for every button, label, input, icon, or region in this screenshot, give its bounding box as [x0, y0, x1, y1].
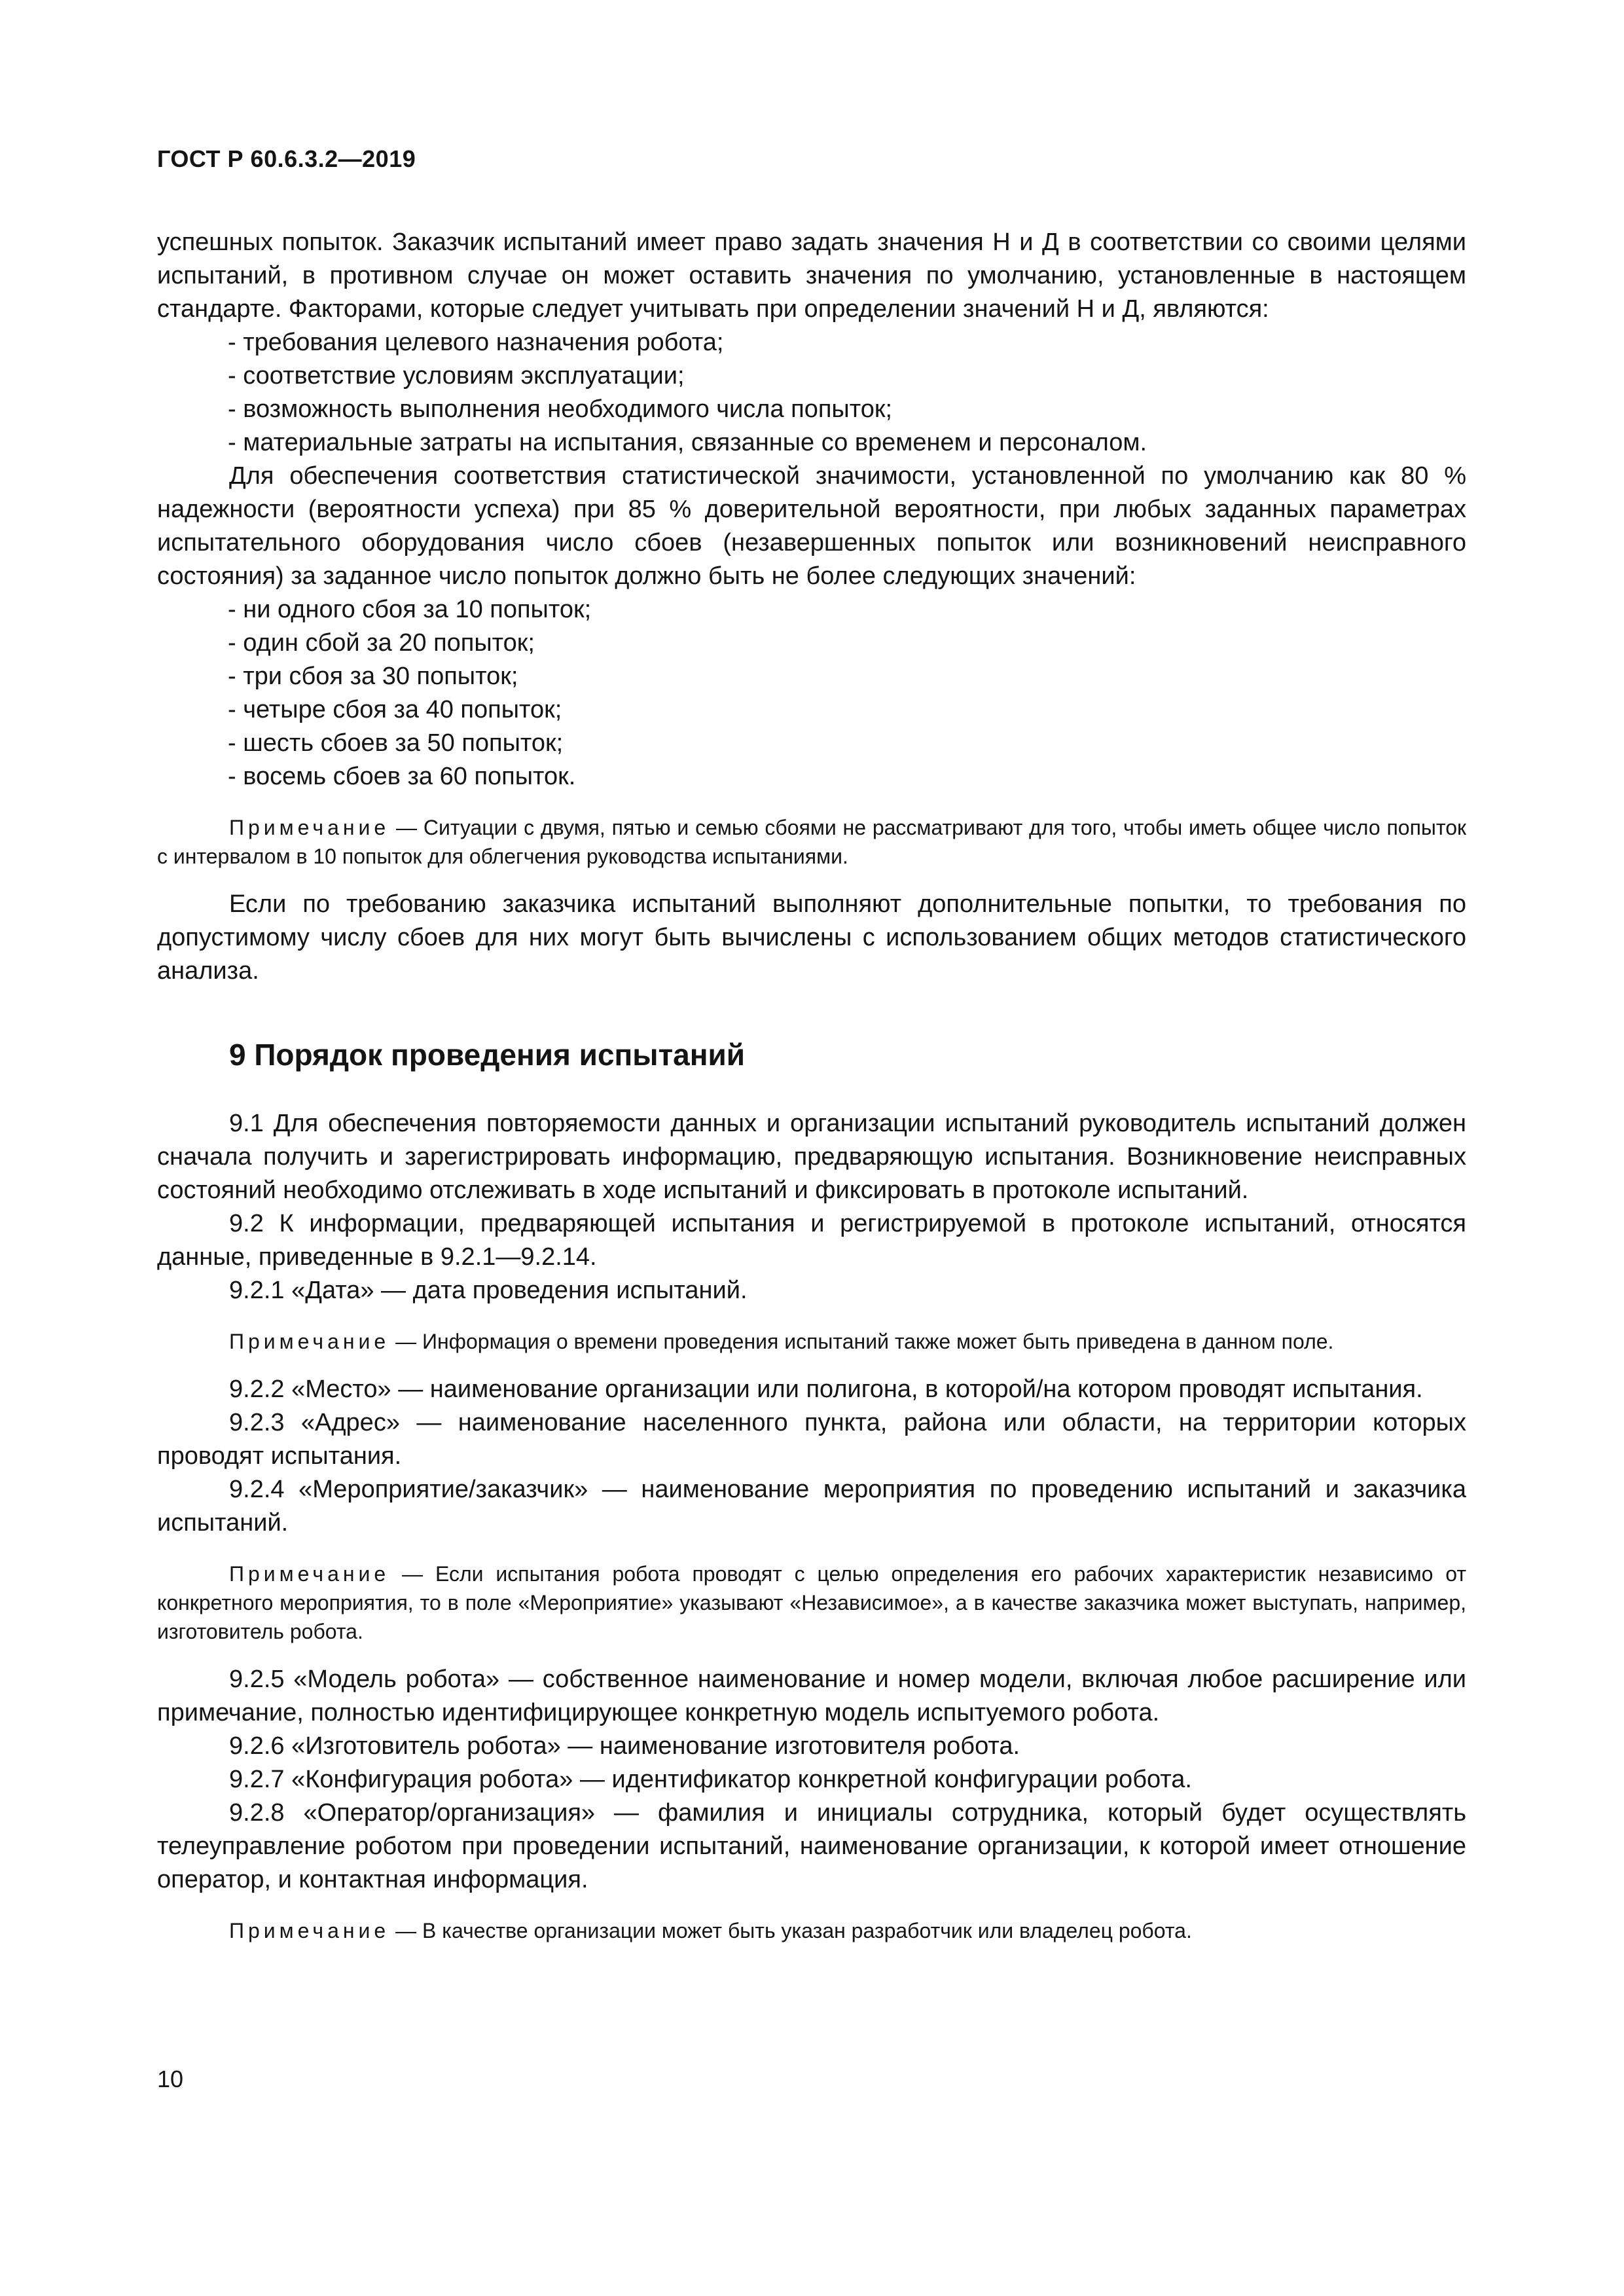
list-item: - возможность выполнения необходимого числа попыток; — [228, 393, 1466, 426]
document-body — [157, 226, 1466, 1962]
note-text: — Информация о времени проведения испытаний также может быть приведена в данном поле. — [389, 1330, 1334, 1353]
list-item: - шесть сбоев за 50 попыток; — [228, 727, 1466, 760]
list-item: - три сбоя за 30 попыток; — [228, 660, 1466, 693]
paragraph-9-2-4: 9.2.4 «Мероприятие/заказчик» — наименование мероприятия по проведению испытаний и заказчика испытаний. — [157, 1476, 1466, 1537]
section-heading: 9 Порядок проведения испытаний — [229, 1038, 746, 1072]
paragraph-9-2-7: 9.2.7 «Конфигурация робота» — идентификатор конкретной конфигурации робота. — [229, 1766, 1192, 1793]
list-item: - материальные затраты на испытания, связанные со временем и персоналом. — [228, 426, 1466, 460]
note-text: — Ситуации с двумя, пятью и семью сбоями не рассматривают для того, чтобы иметь общее число попыток с интервалом в 10 попыток для облегчения руководства испытаниями. — [157, 816, 1466, 868]
list-item: - соответствие условиям эксплуатации; — [228, 359, 1466, 393]
note-label: Примечание — [229, 816, 390, 839]
page-number: 10 — [157, 2066, 184, 2092]
note — [157, 1559, 1466, 1646]
note — [157, 813, 1466, 871]
note-label: Примечание — [229, 1330, 390, 1353]
list-item: - четыре сбоя за 40 попыток; — [228, 693, 1466, 727]
note — [157, 1916, 1466, 1945]
document-header: ГОСТ Р 60.6.3.2—2019 — [157, 145, 416, 172]
list-item: - один сбой за 20 попыток; — [228, 627, 1466, 660]
additional-paragraph: Если по требованию заказчика испытаний выполняют дополнительные попытки, то требования по допустимому числу сбоев для них могут быть вычислены с использованием общих методов статистического анализа. — [157, 890, 1466, 985]
list-item: - требования целевого назначения робота; — [228, 326, 1466, 359]
note-text: — Если испытания робота проводят с целью определения его рабочих характеристик независимо от конкретного мероприятия, то в поле «Мероприятие» указывают «Независимое», а в качестве заказчика может выступать, например, изготовитель робота. — [157, 1562, 1466, 1643]
paragraph-9-2-5: 9.2.5 «Модель робота» — собственное наименование и номер модели, включая любое расширение или примечание, полностью идентифицирующее конкретную модель испытуемого робота. — [157, 1666, 1466, 1726]
paragraph-9-2-8: 9.2.8 «Оператор/организация» — фамилия и инициалы сотрудника, который будет осуществлять телеуправление роботом при проведении испытаний, наименование организации, к которой имеет отношение оператор, и контактная информация. — [157, 1799, 1466, 1893]
note-label: Примечание — [229, 1562, 390, 1586]
list-item: - ни одного сбоя за 10 попыток; — [228, 593, 1466, 627]
list-item: - восемь сбоев за 60 попыток. — [228, 760, 1466, 793]
paragraph-9-2-2: 9.2.2 «Место» — наименование организации или полигона, в которой/на котором проводят испытания. — [229, 1376, 1423, 1403]
paragraph-9-2-6: 9.2.6 «Изготовитель робота» — наименование изготовителя робота. — [229, 1732, 1020, 1760]
paragraph-9-2-3: 9.2.3 «Адрес» — наименование населенного пункта, района или области, на территории которых проводят испытания. — [157, 1409, 1466, 1470]
note-text: — В качестве организации может быть указан разработчик или владелец робота. — [389, 1919, 1192, 1942]
failures-list — [157, 593, 1466, 793]
paragraph-9-2: 9.2 К информации, предваряющей испытания и регистрируемой в протоколе испытаний, относятся данные, приведенные в 9.2.1—9.2.14. — [157, 1210, 1466, 1271]
note-label: Примечание — [229, 1919, 390, 1942]
significance-paragraph: Для обеспечения соответствия статистической значимости, установленной по умолчанию как 80 % надежности (вероятности успеха) при 85 % доверительной вероятности, при любых заданных параметрах испытательного оборудования число сбоев (незавершенных попыток или возникновений неисправного состояния) за заданное число попыток должно быть не более следующих значений: — [157, 462, 1466, 590]
note — [157, 1327, 1466, 1356]
paragraph-9-2-1: 9.2.1 «Дата» — дата проведения испытаний. — [229, 1277, 748, 1304]
factors-list — [157, 326, 1466, 460]
intro-paragraph: успешных попыток. Заказчик испытаний имеет право задать значения Н и Д в соответствии со своими целями испытаний, в противном случае он может оставить значения по умолчанию, установленные в настоящем стандарте. Факторами, которые следует учитывать при определении значений Н и Д, являются: — [157, 228, 1466, 323]
paragraph-9-1: 9.1 Для обеспечения повторяемости данных и организации испытаний руководитель испытаний должен сначала получить и зарегистрировать информацию, предваряющую испытания. Возникновение неисправных состояний необходимо отслеживать в ходе испытаний и фиксировать в протоколе испытаний. — [157, 1110, 1466, 1204]
